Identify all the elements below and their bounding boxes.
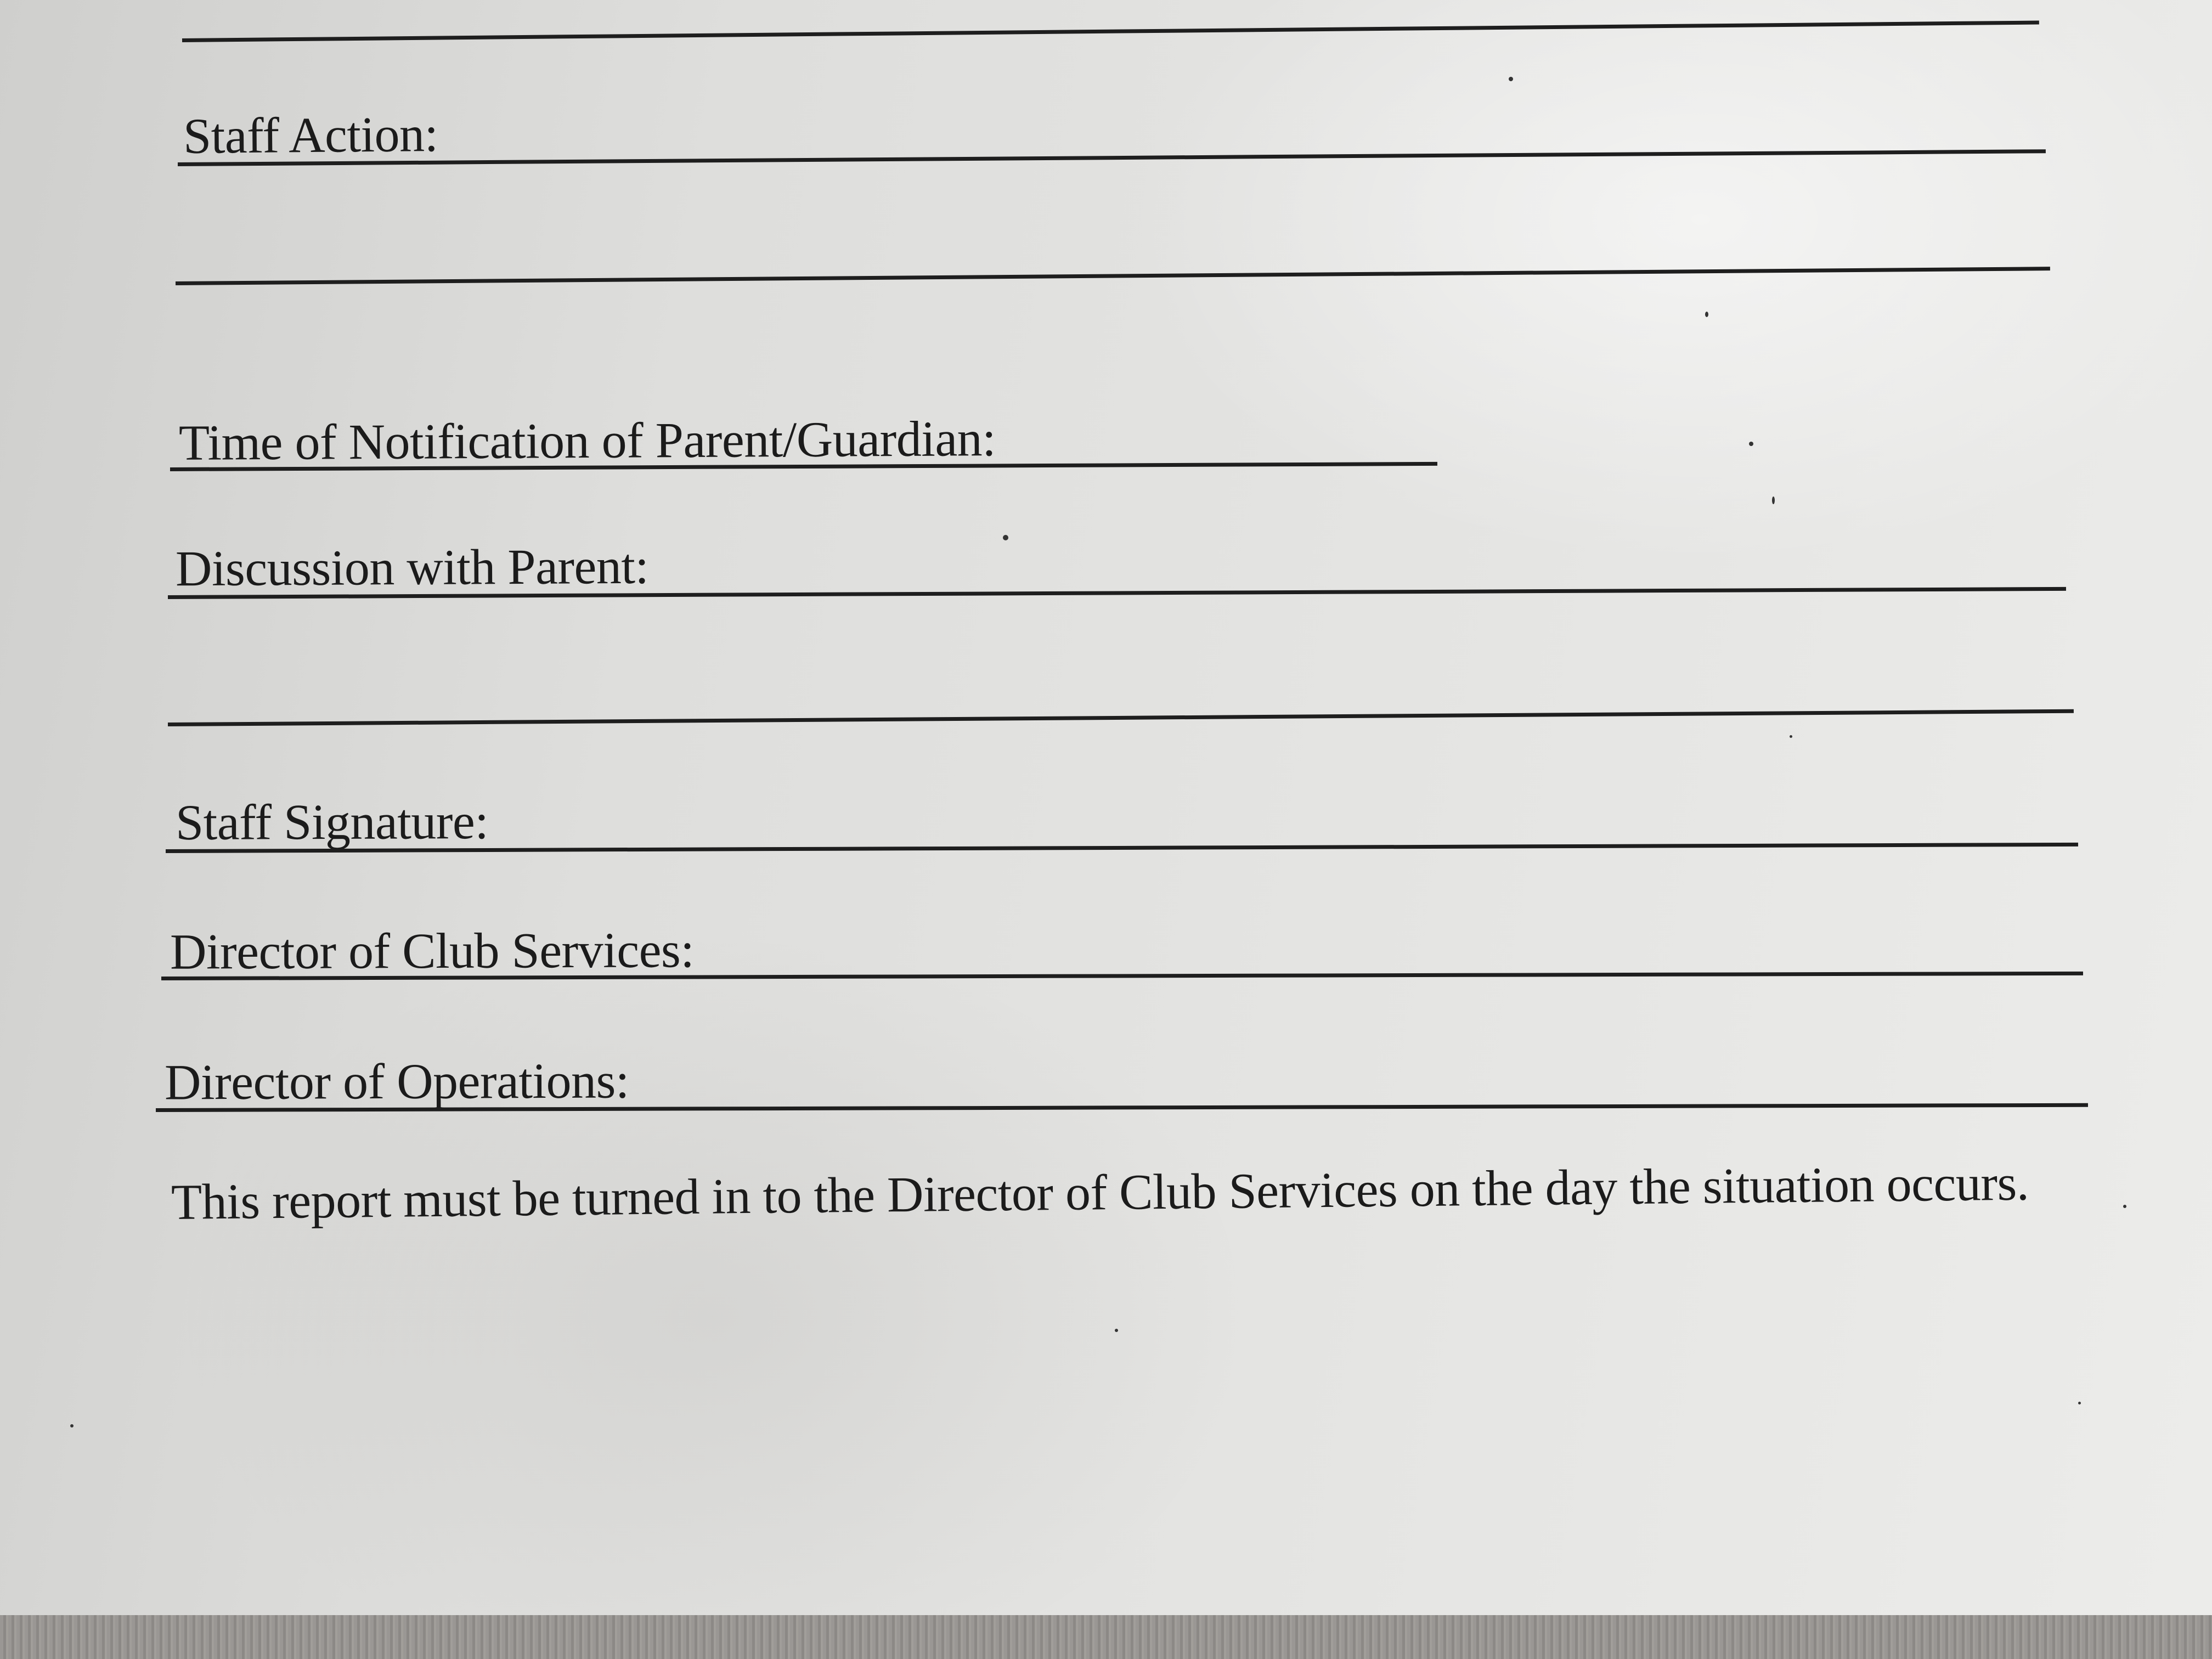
discussion-with-parent-label: Discussion with Parent: bbox=[175, 538, 649, 597]
paper-speck bbox=[1509, 77, 1513, 81]
staff-action-label: Staff Action: bbox=[183, 105, 438, 165]
paper-speck bbox=[1115, 1329, 1118, 1332]
paper-speck bbox=[1003, 535, 1008, 540]
director-operations-label: Director of Operations: bbox=[164, 1052, 630, 1110]
footer-instruction: This report must be turned in to the Director of Club Services on the day the situation occurs. bbox=[171, 1154, 2029, 1230]
paper-speck bbox=[2078, 1402, 2081, 1404]
paper-speck bbox=[2123, 1205, 2126, 1208]
paper-speck bbox=[1749, 442, 1753, 446]
table-surface bbox=[0, 1615, 2212, 1659]
paper-speck bbox=[1705, 312, 1708, 317]
paper-speck bbox=[1790, 735, 1792, 738]
discussion-with-parent-line-2[interactable] bbox=[168, 709, 2074, 726]
paper-speck bbox=[1772, 496, 1775, 504]
staff-action-line[interactable] bbox=[178, 149, 2046, 166]
staff-action-line-2[interactable] bbox=[176, 267, 2050, 285]
staff-signature-label: Staff Signature: bbox=[175, 793, 489, 850]
blank-line-top bbox=[182, 21, 2039, 42]
time-of-notification-label: Time of Notification of Parent/Guardian: bbox=[178, 410, 996, 471]
director-club-services-label: Director of Club Services: bbox=[170, 922, 695, 980]
paper-speck bbox=[70, 1424, 74, 1427]
